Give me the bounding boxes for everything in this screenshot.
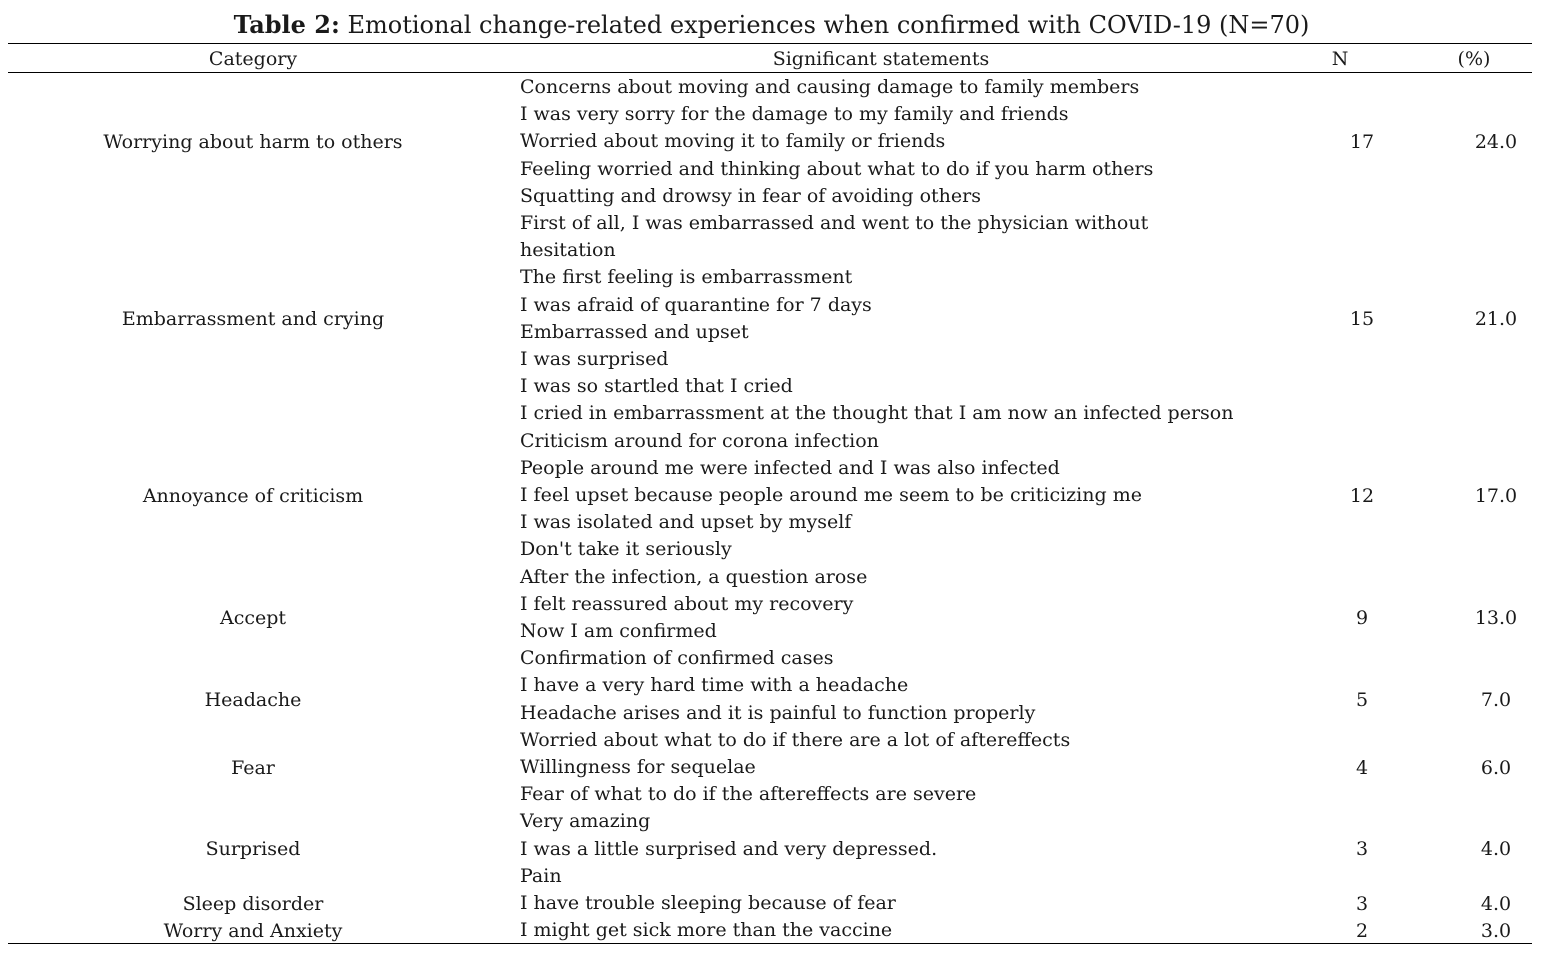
statement: I felt reassured about my recovery xyxy=(520,592,854,615)
statement: I cried in embarrassment at the thought that I am now an infected person xyxy=(520,402,1234,425)
statement: Very amazing xyxy=(520,810,651,833)
percent-cell: 6.0 xyxy=(1480,756,1512,779)
statements-cell xyxy=(498,428,1286,564)
top-rule xyxy=(8,43,1532,44)
table-row xyxy=(8,672,1543,726)
statement: I might get sick more than the vaccine xyxy=(520,919,893,942)
column-header-statements: Significant statements xyxy=(772,48,990,70)
statement: I feel upset because people around me seem to be criticizing me xyxy=(520,484,1142,507)
statement: Worried about what to do if there are a lot of aftereffects xyxy=(520,728,1071,751)
statement: I was so startled that I cried xyxy=(520,375,793,398)
category-cell: Annoyance of criticism xyxy=(142,484,364,507)
table-row xyxy=(8,210,1543,428)
count-cell: 3 xyxy=(1355,892,1369,915)
header-rule xyxy=(8,72,1532,73)
statement: Embarrassed and upset xyxy=(520,320,749,343)
statement: I was isolated and upset by myself xyxy=(520,511,852,534)
category-cell: Surprised xyxy=(205,838,301,861)
table-body xyxy=(8,74,1543,945)
count-cell: 9 xyxy=(1355,607,1369,630)
count-cell: 4 xyxy=(1355,756,1369,779)
statement: People around me were infected and I was also infected xyxy=(520,456,1060,479)
table-title: Emotional change-related experiences when confirmed with COVID-19 (N=70) xyxy=(347,11,1310,39)
percent-cell: 7.0 xyxy=(1480,688,1512,711)
statements-cell xyxy=(498,564,1286,673)
statement: I was afraid of quarantine for 7 days xyxy=(520,293,872,316)
bottom-rule xyxy=(8,943,1532,944)
count-cell: 2 xyxy=(1355,919,1369,942)
category-cell: Headache xyxy=(204,688,302,711)
count-cell: 3 xyxy=(1355,838,1369,861)
statements-cell xyxy=(498,890,1286,917)
percent-cell: 21.0 xyxy=(1474,307,1518,330)
table-row xyxy=(8,74,1543,210)
statement: I was a little surprised and very depressed. xyxy=(520,837,938,860)
table-row xyxy=(8,917,1543,944)
statements-cell xyxy=(498,74,1286,210)
statement: Confirmation of confirmed cases xyxy=(520,647,834,670)
category-cell: Fear xyxy=(231,756,275,779)
statement: Now I am confirmed xyxy=(520,620,717,643)
statements-cell xyxy=(498,210,1286,428)
count-cell: 12 xyxy=(1349,484,1375,507)
column-header-category: Category xyxy=(208,48,298,70)
percent-cell: 17.0 xyxy=(1474,484,1518,507)
percent-cell: 4.0 xyxy=(1480,892,1512,915)
percent-cell: 4.0 xyxy=(1480,838,1512,861)
table-label: Table 2: xyxy=(233,10,340,39)
statements-cell xyxy=(498,808,1286,890)
statement: I was very sorry for the damage to my family and friends xyxy=(520,103,1069,126)
statement: Squatting and drowsy in fear of avoiding others xyxy=(520,184,982,207)
category-cell: Accept xyxy=(219,607,287,630)
table-row xyxy=(8,428,1543,564)
table-row xyxy=(8,564,1543,673)
statement: Criticism around for corona infection xyxy=(520,429,879,452)
statement: First of all, I was embarrassed and went to the physician without hesitation xyxy=(520,212,1149,262)
column-header-pct: (%) xyxy=(1457,48,1491,70)
statements-cell xyxy=(498,727,1286,809)
statement: Headache arises and it is painful to function properly xyxy=(520,701,1036,724)
statement: Pain xyxy=(520,864,562,887)
statement: I have trouble sleeping because of fear xyxy=(520,892,896,915)
statement: After the infection, a question arose xyxy=(520,565,868,588)
statement: I have a very hard time with a headache xyxy=(520,674,909,697)
statement: Worried about moving it to family or friends xyxy=(520,130,946,153)
table-caption xyxy=(0,10,1543,40)
statement: Fear of what to do if the aftereffects are severe xyxy=(520,783,977,806)
percent-cell: 13.0 xyxy=(1474,607,1518,630)
data-table xyxy=(8,74,1543,945)
table-row xyxy=(8,890,1543,917)
statements-cell xyxy=(498,672,1286,726)
count-cell: 17 xyxy=(1349,131,1375,153)
percent-cell: 24.0 xyxy=(1474,131,1518,153)
percent-cell: 3.0 xyxy=(1480,919,1512,942)
statement: Willingness for sequelae xyxy=(520,756,756,779)
category-cell: Embarrassment and crying xyxy=(121,307,385,330)
count-cell: 5 xyxy=(1355,688,1369,711)
statement: The first feeling is embarrassment xyxy=(520,266,853,289)
statement: Concerns about moving and causing damage to family members xyxy=(520,76,1140,98)
statement: Don't take it seriously xyxy=(520,538,732,561)
statements-cell xyxy=(498,917,1286,944)
category-cell: Sleep disorder xyxy=(182,892,324,915)
statement: Feeling worried and thinking about what to do if you harm others xyxy=(520,157,1154,180)
count-cell: 15 xyxy=(1349,307,1375,330)
category-cell: Worry and Anxiety xyxy=(163,919,343,942)
statement: I was surprised xyxy=(520,348,669,371)
category-cell: Worrying about harm to others xyxy=(103,131,403,153)
column-header-n: N xyxy=(1331,48,1349,70)
table-row xyxy=(8,727,1543,809)
table-row xyxy=(8,808,1543,890)
